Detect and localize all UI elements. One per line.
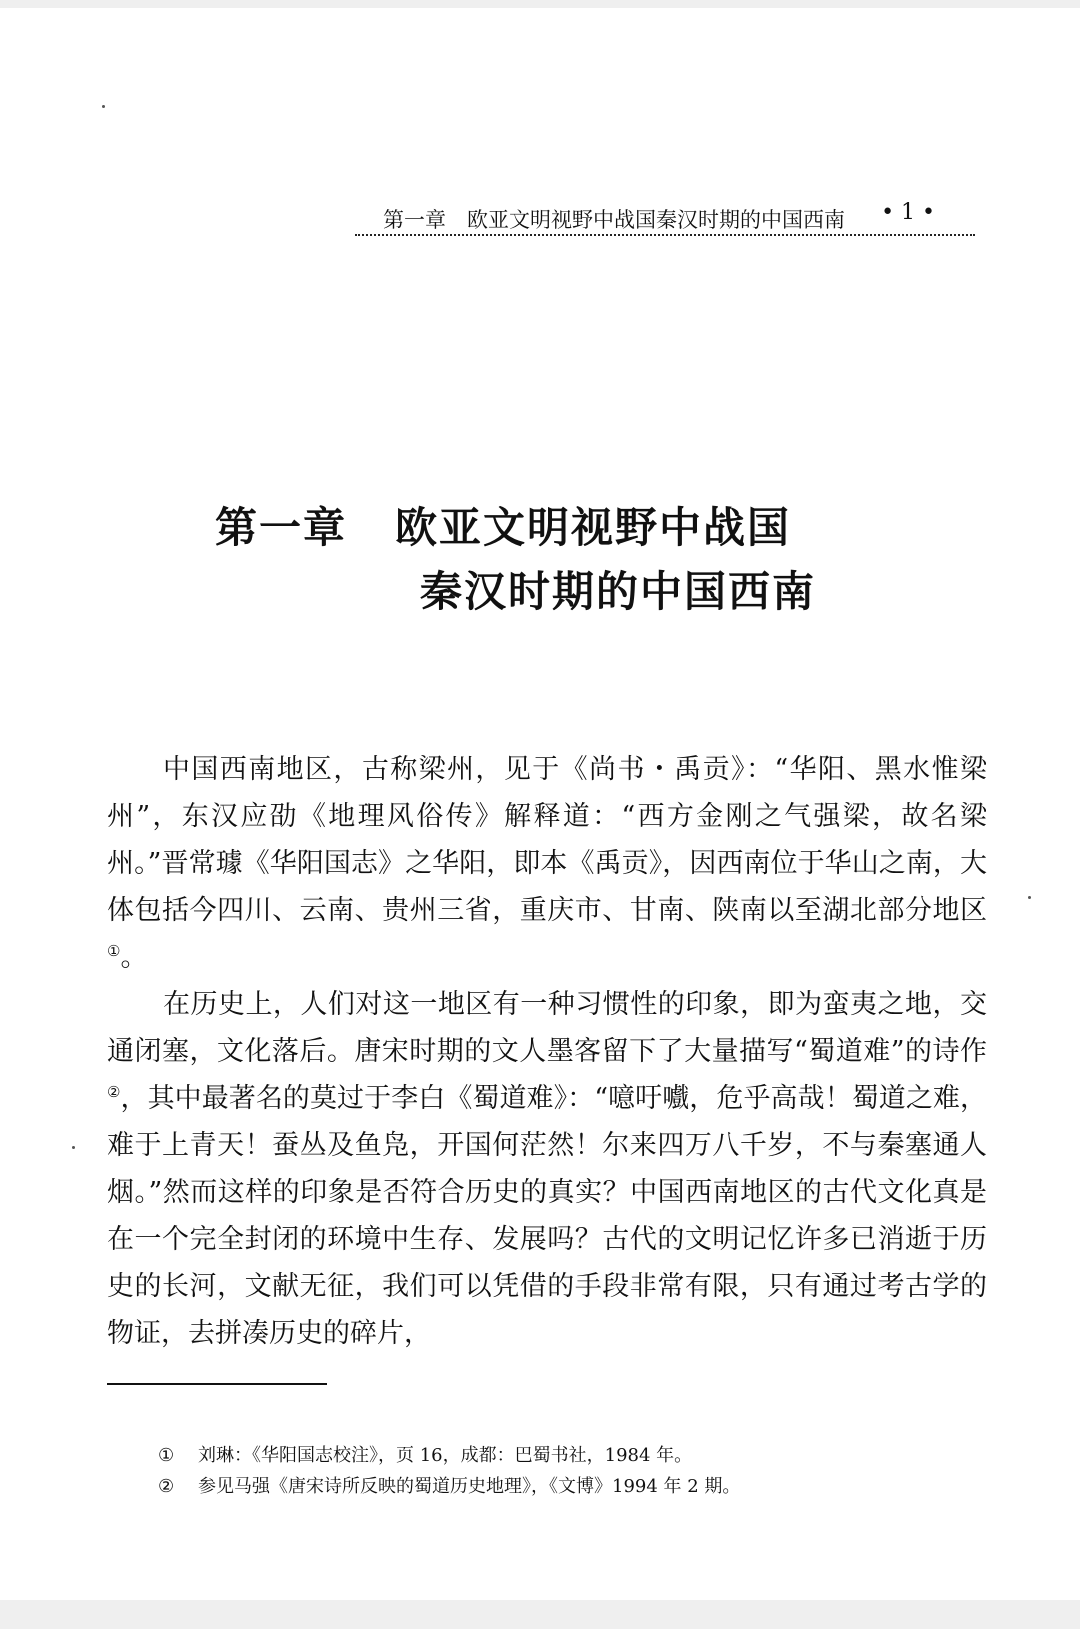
paragraph-1-end: 。 [120,942,148,973]
chapter-number: 第一章 [215,503,348,552]
chapter-title-line1: 欧亚文明视野中战国 [395,503,792,552]
scan-speck [102,105,105,108]
running-title: 第一章 欧亚文明视野中战国秦汉时期的中国西南 [383,208,845,232]
book-page [0,8,1080,1600]
paragraph-2-text-b: ，其中最著名的莫过于李白《蜀道难》：“噫吁嚱，危乎高哉！蜀道之难，难于上青天！蚕丛及鱼凫，开国何茫然！尔来四万八千岁，不与秦塞通人烟。”然而这样的印象是否符合历史的真实？中国西南地区的古代文化真是在一个完全封闭的环境中生存、发展吗？古代的文明记忆许多已消逝于历史的长河，文献无征，我们可以凭借的手段非常有限，只有通过考古学的物证，去拼凑历史的碎片， [107,1083,987,1349]
paragraph-1 [107,746,987,981]
footnote-2-text: 参见马强《唐宋诗所反映的蜀道历史地理》，《文博》1994 年 2 期。 [198,1476,741,1497]
footnote-1-mark: ① [158,1445,175,1466]
footnote-ref-2: ② [107,1083,121,1101]
scan-speck [72,1146,75,1149]
scan-speck [1028,896,1031,899]
footnote-divider [107,1383,327,1385]
footnote-ref-1: ① [107,942,121,960]
footnotes [158,1440,958,1502]
chapter-heading [215,496,915,624]
footnote-1 [158,1440,958,1471]
running-header [355,200,975,236]
chapter-title-line2: 秦汉时期的中国西南 [420,567,817,616]
footnote-2 [158,1471,958,1502]
paragraph-2-text-a: 在历史上，人们对这一地区有一种习惯性的印象，即为蛮夷之地，交通闭塞，文化落后。唐宋时期的文人墨客留下了大量描写“蜀道难”的诗作 [107,989,987,1067]
paragraph-1-text: 中国西南地区，古称梁州，见于《尚书・禹贡》：“华阳、黑水惟梁州”，东汉应劭《地理风俗传》解释道：“西方金刚之气强梁，故名梁州。”晋常璩《华阳国志》之华阳，即本《禹贡》，因西南位于华山之南，大体包括今四川、云南、贵州三省，重庆市、甘南、陕南以至湖北部分地区 [107,754,987,926]
body-text [107,746,987,1357]
paragraph-2 [107,981,987,1357]
page-number: • 1 • [881,200,935,225]
footnote-2-mark: ② [158,1476,175,1497]
footnote-1-text: 刘琳：《华阳国志校注》，页 16，成都：巴蜀书社，1984 年。 [198,1445,693,1466]
